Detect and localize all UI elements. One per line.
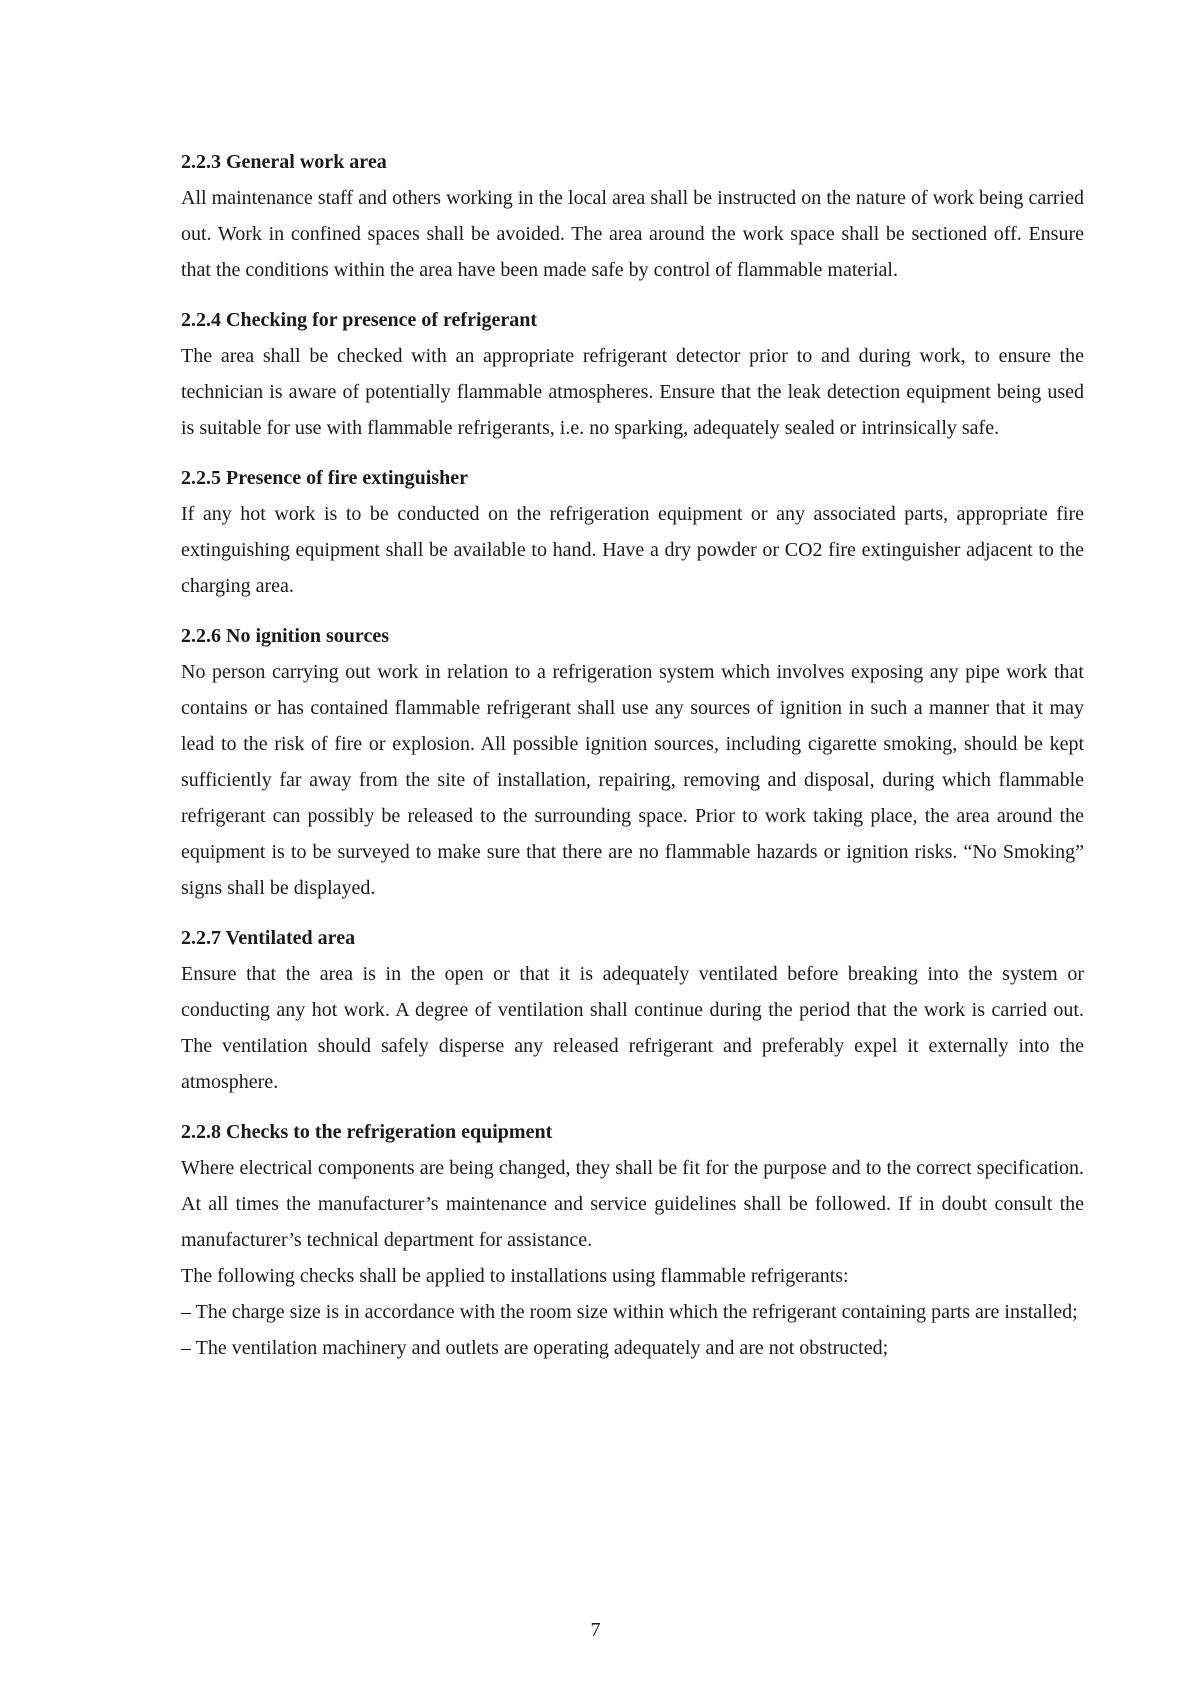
section-heading: 2.2.5 Presence of fire extinguisher bbox=[181, 467, 468, 489]
section-paragraph: The following checks shall be applied to installations using flammable refrigerants: bbox=[181, 1265, 849, 1287]
section-fire-extinguisher bbox=[181, 460, 1084, 604]
section-no-ignition-sources bbox=[181, 618, 1084, 906]
checklist-item: – The ventilation machinery and outlets are operating adequately and are not obstructed; bbox=[181, 1337, 889, 1359]
page-number: 7 bbox=[590, 1619, 601, 1641]
checklist-item: – The charge size is in accordance with the room size within which the refrigerant containing parts are installed; bbox=[181, 1301, 1078, 1323]
section-checking-refrigerant bbox=[181, 302, 1084, 446]
section-refrigeration-checks bbox=[181, 1114, 1084, 1366]
section-paragraph: No person carrying out work in relation to a refrigeration system which involves exposing any pipe work that contains or has contained flammable refrigerant shall use any sources of ignition in such a manner that it may lead to the risk of fire or explosion. All possible ignition sources, including cigarette smoking, should be kept sufficiently far away from the site of installation, repairing, removing and disposal, during which flammable refrigerant can possibly be released to the surrounding space. Prior to work taking place, the area around the equipment is to be surveyed to make sure that there are no flammable hazards or ignition risks. “No Smoking” signs shall be displayed. bbox=[181, 661, 1084, 899]
section-general-work-area bbox=[181, 144, 1084, 288]
section-heading: 2.2.3 General work area bbox=[181, 151, 387, 173]
section-paragraph: All maintenance staff and others working in the local area shall be instructed on the nature of work being carried out. Work in confined spaces shall be avoided. The area around the work space shall be sectioned off. Ensure that the conditions within the area have been made safe by control of flammable material. bbox=[181, 187, 1084, 281]
section-heading: 2.2.4 Checking for presence of refrigerant bbox=[181, 309, 538, 331]
section-heading: 2.2.8 Checks to the refrigeration equipment bbox=[181, 1121, 553, 1143]
document-body bbox=[181, 144, 1084, 1380]
section-paragraph: If any hot work is to be conducted on the refrigeration equipment or any associated parts, appropriate fire extinguishing equipment shall be available to hand. Have a dry powder or CO2 fire extinguisher adjacent to the charging area. bbox=[181, 503, 1084, 597]
section-paragraph: Ensure that the area is in the open or that it is adequately ventilated before breaking into the system or conducting any hot work. A degree of ventilation shall continue during the period that the work is carried out. The ventilation should safely disperse any released refrigerant and preferably expel it externally into the atmosphere. bbox=[181, 963, 1084, 1093]
section-ventilated-area bbox=[181, 920, 1084, 1100]
section-heading: 2.2.7 Ventilated area bbox=[181, 927, 356, 949]
section-paragraph: The area shall be checked with an appropriate refrigerant detector prior to and during work, to ensure the technician is aware of potentially flammable atmospheres. Ensure that the leak detection equipment being used is suitable for use with flammable refrigerants, i.e. no sparking, adequately sealed or intrinsically safe. bbox=[181, 345, 1084, 439]
section-paragraph: Where electrical components are being changed, they shall be fit for the purpose and to the correct specification. At all times the manufacturer’s maintenance and service guidelines shall be followed. If in doubt consult the manufacturer’s technical department for assistance. bbox=[181, 1157, 1084, 1251]
section-heading: 2.2.6 No ignition sources bbox=[181, 625, 389, 647]
